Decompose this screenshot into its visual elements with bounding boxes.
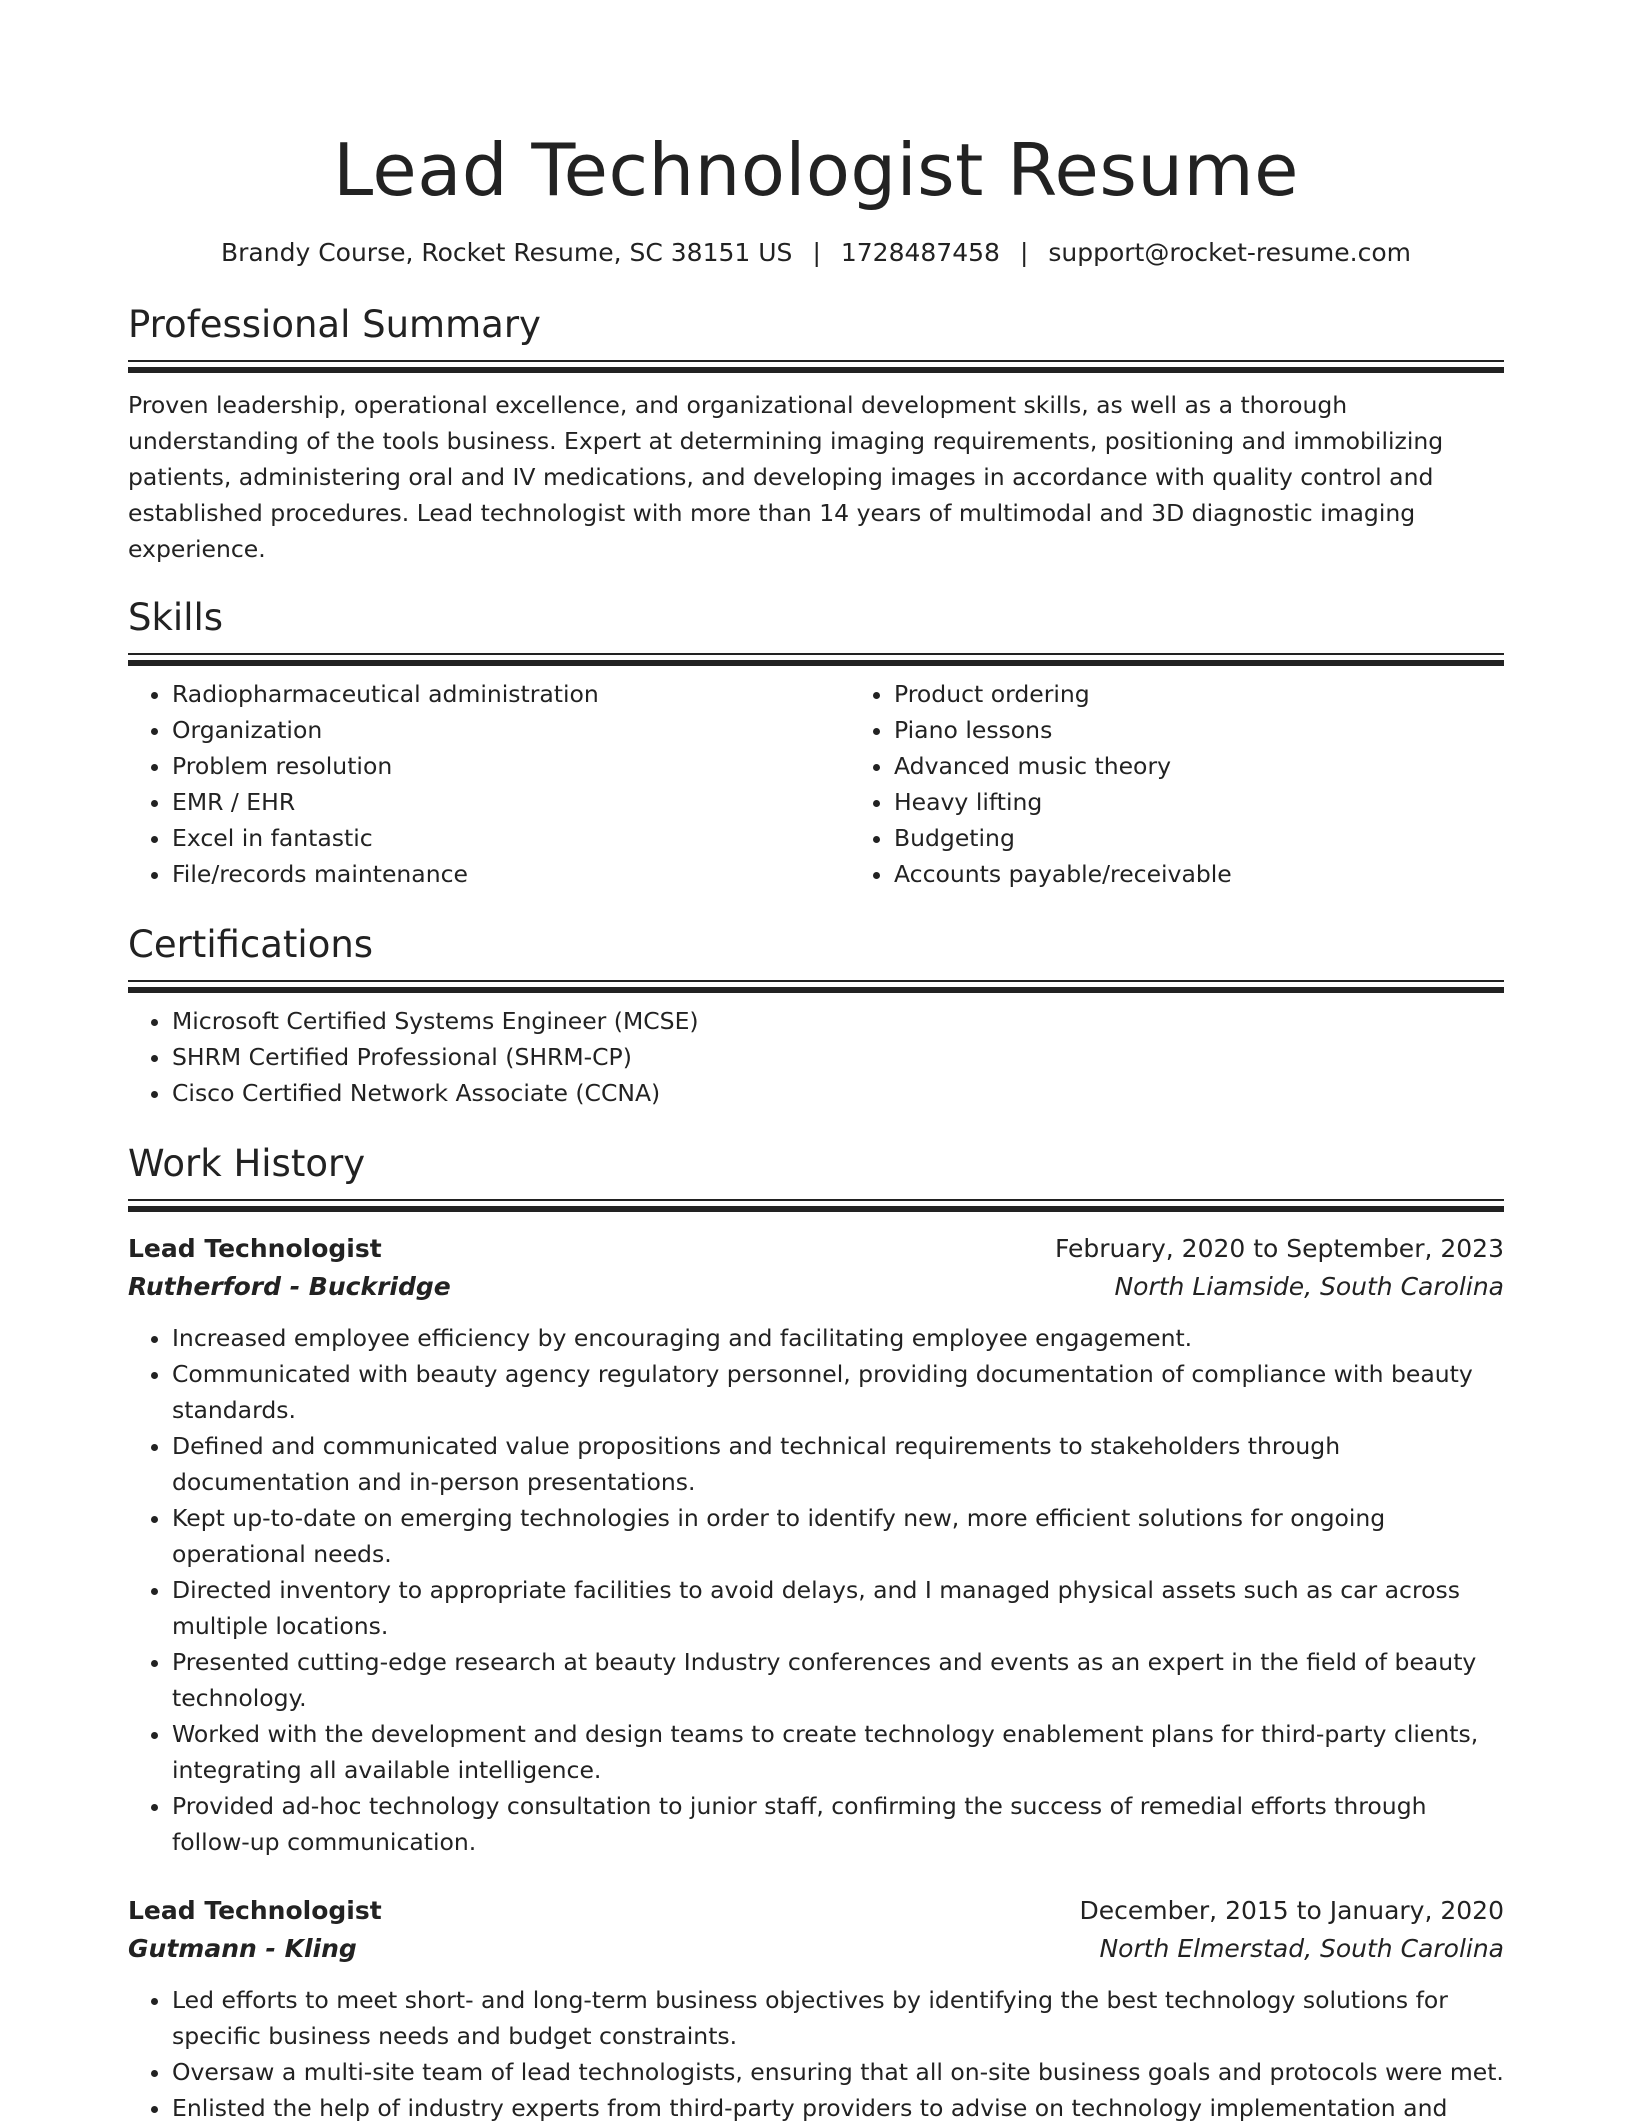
job-dates: December, 2015 to January, 2020 [1079,1896,1504,1925]
skill-item: • Accounts payable/receivable [894,856,1504,892]
contact-separator: | [1019,238,1029,267]
contact-email: support@rocket-resume.com [1048,238,1411,267]
skills-list-left [128,676,850,892]
contact-address: Brandy Course, Rocket Resume, SC 38151 US [221,238,793,267]
job-entry [128,1230,1504,1860]
skills-columns [128,676,1504,892]
section-divider [128,980,1504,993]
section-divider [128,360,1504,373]
job-bullet: • Defined and communicated value propositions and technical requirements to stakeholders through documentation and in-person presentations. [172,1428,1504,1500]
certification-item: • SHRM Certified Professional (SHRM-CP) [172,1039,1504,1075]
section-divider [128,653,1504,666]
skills-list-right [850,676,1504,892]
skill-item: • Radiopharmaceutical administration [172,676,850,712]
skill-item: • Advanced music theory [894,748,1504,784]
job-bullet: • Communicated with beauty agency regulatory personnel, providing documentation of compliance with beauty standards. [172,1356,1504,1428]
job-bullet: • Enlisted the help of industry experts from third-party providers to advise on technology implementation and [172,2090,1504,2126]
certification-item: • Microsoft Certified Systems Engineer (MCSE) [172,1003,1504,1039]
job-bullet: • Kept up-to-date on emerging technologies in order to identify new, more efficient solutions for ongoing operational needs. [172,1500,1504,1572]
job-title: Lead Technologist [128,1234,382,1263]
job-location: North Liamside, South Carolina [1114,1272,1504,1301]
skill-item: • Organization [172,712,850,748]
skill-item: • Budgeting [894,820,1504,856]
section-heading: Certifications [128,923,374,966]
job-header [128,1230,1504,1268]
skill-item: • EMR / EHR [172,784,850,820]
job-subheader [128,1930,1504,1968]
job-entry [128,1892,1504,2126]
job-company: Rutherford - Buckridge [128,1272,451,1301]
job-bullet: • Increased employee efficiency by encouraging and facilitating employee engagement. [172,1320,1504,1356]
page-title: Lead Technologist Resume [333,128,1299,212]
contact-line [128,236,1504,270]
job-bullet: • Led efforts to meet short- and long-term business objectives by identifying the best technology solutions for specific business needs and budget constraints. [172,1982,1504,2054]
section-heading: Skills [128,596,224,639]
job-bullet: • Provided ad-hoc technology consultation to junior staff, confirming the success of remedial efforts through follow-up communication. [172,1788,1504,1860]
skill-item: • Problem resolution [172,748,850,784]
certification-item: • Cisco Certified Network Associate (CCNA) [172,1075,1504,1111]
job-title: Lead Technologist [128,1896,382,1925]
job-dates: February, 2020 to September, 2023 [1055,1234,1504,1263]
job-bullets [128,1320,1504,1860]
section-heading: Professional Summary [128,303,541,346]
job-location: North Elmerstad, South Carolina [1099,1934,1504,1963]
job-bullets [128,1982,1504,2126]
section-heading: Work History [128,1142,366,1185]
contact-phone: 1728487458 [840,238,1000,267]
certifications-section [128,920,1504,1111]
skills-section [128,593,1504,892]
job-bullet: • Presented cutting-edge research at beauty Industry conferences and events as an expert in the field of beauty technology. [172,1644,1504,1716]
skill-item: • File/records maintenance [172,856,850,892]
job-bullet: • Directed inventory to appropriate facilities to avoid delays, and I managed physical assets such as car across multiple locations. [172,1572,1504,1644]
work-history-section [128,1139,1504,2126]
certifications-list [128,1003,1504,1111]
skill-item: • Excel in fantastic [172,820,850,856]
contact-separator: | [812,238,821,267]
skill-item: • Piano lessons [894,712,1504,748]
summary-section [128,300,1504,567]
job-bullet: • Worked with the development and design teams to create technology enablement plans for third-party clients, integrating all available intelligence. [172,1716,1504,1788]
skill-item: • Heavy lifting [894,784,1504,820]
job-header [128,1892,1504,1930]
resume-page [128,0,1504,2126]
summary-text: Proven leadership, operational excellence, and organizational development skills, as well as a thorough understanding of the tools business. Expert at determining imaging requirements, positioning and immobilizing patients, administering oral and IV medications, and developing images in accordance with quality control and established procedures. Lead technologist with more than 14 years of multimodal and 3D diagnostic imaging experience. [128,391,1444,563]
skill-item: • Product ordering [894,676,1504,712]
section-divider [128,1199,1504,1212]
job-bullet: • Oversaw a multi-site team of lead technologists, ensuring that all on-site business goals and protocols were met. [172,2054,1504,2090]
job-company: Gutmann - Kling [128,1934,357,1963]
job-subheader [128,1268,1504,1306]
